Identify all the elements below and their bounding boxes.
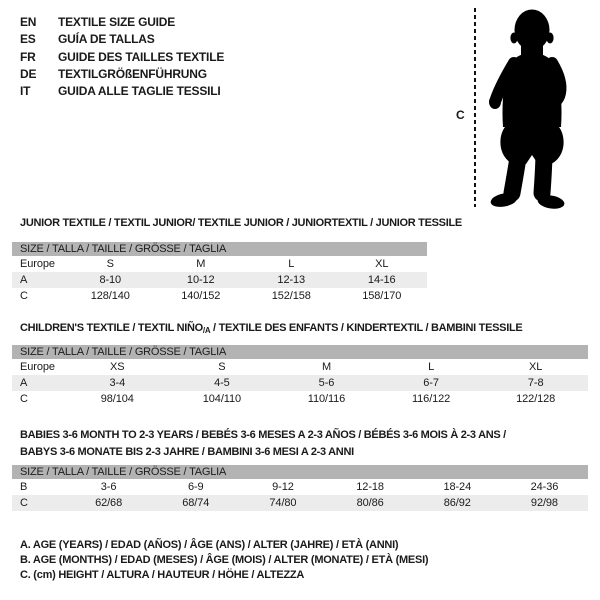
language-code: DE [20, 66, 37, 81]
table-row-months [12, 479, 588, 495]
row-label: A [20, 274, 28, 286]
language-row [20, 49, 224, 66]
babies-table-title [20, 427, 506, 461]
size-cell: S [106, 258, 114, 270]
size-cell: 7-8 [527, 377, 544, 389]
size-cell: 122/128 [516, 393, 556, 405]
language-code: IT [20, 84, 31, 99]
size-cell: 80/86 [356, 497, 384, 509]
size-cell: 74/80 [269, 497, 297, 509]
height-label-c: C [456, 108, 465, 122]
children-title-text: / TEXTILE DES ENFANTS / KINDERTEXTIL / BAMBINI TESSILE [210, 322, 523, 334]
language-label: GUÍA DE TALLAS [58, 32, 155, 47]
size-cell: XS [110, 361, 125, 373]
language-code: EN [20, 15, 37, 29]
size-cell: L [288, 258, 295, 270]
size-cell: M [196, 258, 206, 270]
size-cell: S [218, 361, 226, 373]
size-cell: 104/110 [202, 393, 242, 405]
row-label: C [20, 290, 28, 302]
size-cell: 62/68 [95, 497, 123, 509]
language-row [20, 14, 224, 31]
children-title-text: CHILDREN'S TEXTILE / TEXTIL NIÑO [20, 322, 203, 334]
legend-notes [20, 538, 428, 584]
size-cell: 18-24 [443, 481, 472, 493]
size-cell: 86/92 [443, 497, 471, 509]
size-cell: 98/104 [100, 393, 134, 405]
size-header-bar: SIZE / TALLA / TAILLE / GRÖSSE / TAGLIA [12, 465, 588, 479]
size-cell: 9-12 [272, 481, 294, 493]
size-header-bar: SIZE / TALLA / TAILLE / GRÖSSE / TAGLIA [12, 345, 588, 359]
language-label: TEXTILE SIZE GUIDE [58, 15, 176, 29]
size-cell: 68/74 [182, 497, 210, 509]
language-code: ES [20, 32, 36, 47]
size-cell: 12-13 [277, 274, 306, 286]
babies-title-line2: BABYS 3-6 MONATE BIS 2-3 JAHRE / BAMBINI 3-6 MESI A 2-3 ANNI [20, 446, 354, 458]
children-table-title [20, 322, 522, 335]
language-code: FR [20, 49, 36, 64]
row-label: C [20, 497, 28, 509]
row-label: C [20, 393, 28, 405]
junior-table-title: JUNIOR TEXTILE / TEXTIL JUNIOR/ TEXTILE JUNIOR / JUNIORTEXTIL / JUNIOR TESSILE [20, 217, 462, 229]
legend-note-age-years: A. AGE (YEARS) / EDAD (AÑOS) / ÂGE (ANS) / ALTER (JAHRE) / ETÀ (ANNI) [20, 539, 399, 551]
babies-size-table [12, 465, 588, 511]
size-cell: XL [529, 361, 543, 373]
children-title-subscript: /A [202, 326, 211, 335]
row-label: Europe [20, 361, 55, 373]
toddler-silhouette-icon [486, 4, 586, 212]
row-label: Europe [20, 258, 55, 270]
size-cell: 4-5 [214, 377, 230, 389]
table-row-height [12, 495, 588, 511]
language-label: GUIDA ALLE TAGLIE TESSILI [58, 84, 221, 99]
babies-title-line1: BABIES 3-6 MONTH TO 2-3 YEARS / BEBÉS 3-6 MESES A 2-3 AÑOS / BÉBÉS 3-6 MOIS À 2-3 ANS / [20, 429, 506, 441]
size-cell: 6-9 [187, 481, 204, 493]
language-title-block [20, 14, 224, 100]
language-row [20, 83, 224, 100]
size-cell: 152/158 [271, 290, 311, 302]
row-label: B [20, 481, 28, 493]
language-label: GUIDE DES TAILLES TEXTILE [58, 49, 225, 64]
size-cell: 14-16 [367, 274, 396, 286]
size-cell: M [321, 361, 332, 373]
size-cell: 110/116 [307, 393, 346, 405]
table-row-europe [12, 256, 427, 272]
size-cell: 8-10 [99, 274, 122, 286]
table-row-age [12, 272, 427, 288]
size-cell: 24-36 [530, 481, 559, 493]
children-size-table [12, 345, 588, 407]
size-cell: L [428, 361, 435, 373]
size-cell: 3-6 [100, 481, 117, 493]
table-row-height [12, 391, 588, 407]
height-measure-dashed-line [474, 8, 476, 207]
size-cell: 140/152 [181, 290, 221, 302]
size-cell: 10-12 [186, 274, 215, 286]
table-row-europe [12, 359, 588, 375]
size-header-bar: SIZE / TALLA / TAILLE / GRÖSSE / TAGLIA [12, 242, 427, 256]
size-cell: 128/140 [90, 290, 130, 302]
legend-note-age-months: B. AGE (MONTHS) / EDAD (MESES) / ÂGE (MOIS) / ALTER (MONATE) / ETÀ (MESI) [20, 554, 429, 567]
table-row-height [12, 288, 427, 304]
size-cell: 12-18 [356, 481, 384, 493]
size-cell: 116/122 [411, 393, 451, 405]
language-label: TEXTILGRÖßENFÜHRUNG [58, 66, 207, 81]
row-label: A [20, 377, 28, 389]
language-row [20, 31, 224, 48]
size-cell: 3-4 [109, 377, 126, 389]
size-cell: 6-7 [423, 377, 439, 389]
size-cell: 92/98 [530, 497, 558, 509]
language-row [20, 66, 224, 83]
junior-size-table [12, 242, 427, 304]
size-cell: XL [375, 258, 389, 270]
size-cell: 158/170 [362, 290, 402, 302]
size-cell: 5-6 [318, 377, 335, 389]
table-row-age [12, 375, 588, 391]
legend-note-height: C. (cm) HEIGHT / ALTURA / HAUTEUR / HÖHE / ALTEZZA [20, 569, 305, 582]
